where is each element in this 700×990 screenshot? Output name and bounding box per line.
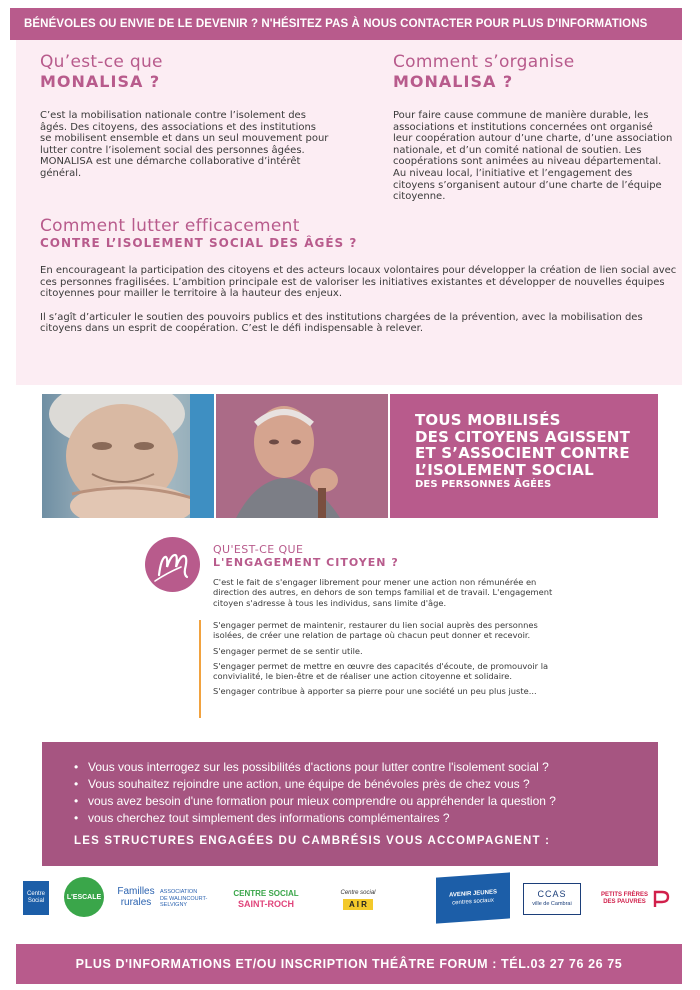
logo-assoc-line-2: DE WALINCOURT-: [160, 895, 208, 902]
logo-air-top: Centre social: [340, 890, 376, 896]
section-how-to-fight: [40, 216, 680, 335]
photo-elderly-woman-illustration: [42, 394, 214, 518]
logo-rurales-text: rurales: [120, 897, 152, 908]
questions-list: [72, 759, 658, 827]
mobilised-line-2: DES CITOYENS AGISSENT: [415, 427, 631, 446]
engagement-item: S'engager permet de maintenir, restaurer du lien social auprès des personnes isolées, de créer une relation de partage où chacun peut donner et recevoir.: [213, 620, 538, 641]
mobilised-line-1: TOUS MOBILISÉS: [415, 411, 561, 429]
logo-centre-social-saint-roch: [226, 885, 306, 913]
logo-air-letters: A I R: [343, 899, 373, 910]
logo-csr-line-1: CENTRE SOCIAL: [233, 889, 299, 898]
monalisa-m-icon: [145, 537, 200, 592]
photo-elderly-woman: [42, 394, 214, 518]
section-b-title-light: Comment s’organise: [393, 52, 575, 72]
question-item: • Vous vous interrogez sur les possibilités d'actions pour lutter contre l'isolement social ?: [72, 759, 658, 776]
logo-assoc-line-3: SELVIGNY: [160, 902, 188, 909]
mobilised-line-4: L’ISOLEMENT SOCIAL: [415, 460, 594, 479]
logo-ccas-sub: ville de Cambrai: [532, 901, 572, 907]
structures-title: LES STRUCTURES ENGAGÉES DU CAMBRÉSIS VOUS ACCOMPAGNENT :: [74, 835, 551, 847]
logo-centre-social-text: Centre Social: [26, 891, 45, 904]
logo-ccas-text: CCAS: [537, 889, 567, 899]
logo-familles-rurales: [113, 879, 159, 915]
mobilised-line-5: DES PERSONNES ÂGÉES: [415, 479, 552, 490]
logo-centre-social: [23, 881, 49, 915]
mobilised-banner: [390, 394, 658, 518]
mobilised-line-3: ET S’ASSOCIENT CONTRE: [415, 444, 630, 462]
logo-centre-social-air: [322, 883, 394, 915]
logo-ccas-cambrai: [523, 883, 581, 915]
photo-elderly-man: [216, 394, 388, 518]
logo-assoc-line-1: ASSOCIATION: [160, 889, 198, 896]
logo-association-walincourt: [160, 885, 216, 913]
photo-elderly-man-illustration: [216, 394, 388, 518]
monalisa-m-logo: [145, 537, 200, 592]
questions-box: [42, 742, 658, 866]
section-c-paragraph-1: En encourageant la participation des citoyens et des acteurs locaux volontaires pour développer la création de lien social avec ces personnes fragilisées. L’ambition principale est de valoriser les initiatives existantes et développer de nouvelles équipes citoyennes pour mailler le territoire à la hauteur des enjeux.: [40, 265, 677, 300]
section-a-title-bold: MONALISA ?: [40, 72, 161, 91]
logo-escale-text: L'ESCALE: [66, 893, 102, 901]
logo-escale: [64, 877, 104, 917]
engagement-item: S'engager contribue à apporter sa pierre pour une société un peu plus juste...: [213, 686, 537, 697]
engagement-intro: C'est le fait de s'engager librement pour mener une action non rémunérée en direction des autres, en dehors de son temps familial et de travail. L'engagement citoyen s'adresse à tous les individus, sans limite d'âge.: [213, 577, 553, 608]
orange-accent-bar: [199, 620, 201, 718]
engagement-item: S'engager permet de se sentir utile.: [213, 645, 363, 656]
logo-avenir-line-2: centres sociaux: [452, 897, 494, 907]
logo-csr-line-2: SAINT-ROCH: [238, 899, 294, 909]
engagement-section: [213, 543, 553, 608]
pfp-mark-icon: [651, 889, 671, 909]
question-item: • Vous souhaitez rejoindre une action, une équipe de bénévoles près de chez vous ?: [72, 776, 658, 793]
question-item: • vous cherchez tout simplement des informations complémentaires ?: [72, 810, 658, 827]
logo-avenir-line-1: AVENIR JEUNES: [449, 889, 497, 899]
question-item: • vous avez besoin d'une formation pour mieux comprendre ou appréhender la question ?: [72, 793, 658, 810]
logo-petits-freres-des-pauvres: [594, 885, 678, 913]
engagement-item: S'engager permet de mettre en œuvre des capacités d'écoute, de promouvoir la convivialité, le bien-être et de réaliser une action citoyenne et solidaire.: [213, 660, 549, 682]
section-b-body: Pour faire cause commune de manière durable, les associations et institutions concernées ont organisé leur coopération autour d’une charte, d’une association nationale, et d’un comité national de soutien. Les coopérations sont animées au niveau départemental. Au niveau local, l’initiative et l’engagement des citoyens s’organisent autour d’une charte de l’équipe citoyenne.: [393, 110, 673, 203]
logo-pfp-line-2: DES PAUVRES: [603, 899, 646, 905]
section-c-title-bold: CONTRE L’ISOLEMENT SOCIAL DES ÂGÉS ?: [40, 236, 358, 250]
section-c-title-light: Comment lutter efficacement: [40, 216, 300, 236]
engagement-title-light: QU'EST-CE QUE: [213, 543, 304, 556]
partner-logos-row: [20, 875, 680, 921]
section-c-paragraph-2: Il s’agît d’articuler le soutien des pouvoirs publics et des institutions chargées de la prévention, avec la mobilisation des citoyens dans un esprit de coopération. C’est le défi indispensable à relever.: [40, 311, 643, 335]
logo-pfp-line-1: PETITS FRÈRES: [600, 892, 648, 898]
logo-familles-text: Familles: [117, 886, 155, 897]
section-a-title-light: Qu’est-ce que: [40, 52, 163, 72]
section-b-title-bold: MONALISA ?: [393, 72, 514, 91]
bottom-contact-banner: PLUS D'INFORMATIONS ET/OU INSCRIPTION THÉÂTRE FORUM : TÉL.03 27 76 26 75: [16, 944, 682, 984]
engagement-title-bold: L'ENGAGEMENT CITOYEN ?: [213, 556, 399, 569]
section-how-organised: [393, 52, 673, 203]
logo-avenir-jeunes: [436, 872, 510, 923]
section-what-is-monalisa: [40, 52, 330, 180]
engagement-list: [213, 620, 553, 702]
section-a-body: C’est la mobilisation nationale contre l’isolement des âgés. Des citoyens, des associations et des institutions se mobilisent ensemble et dans un seul mouvement pour lutter contre l’isolement social des personnes âgées. MONALISA est une démarche collaborative d’intérêt général.: [40, 110, 329, 179]
logo-pfp-text-group: [601, 892, 648, 906]
top-banner: BÉNÉVOLES OU ENVIE DE LE DEVENIR ? N'HÉSITEZ PAS À NOUS CONTACTER POUR PLUS D'INFORMATIONS: [10, 8, 682, 40]
